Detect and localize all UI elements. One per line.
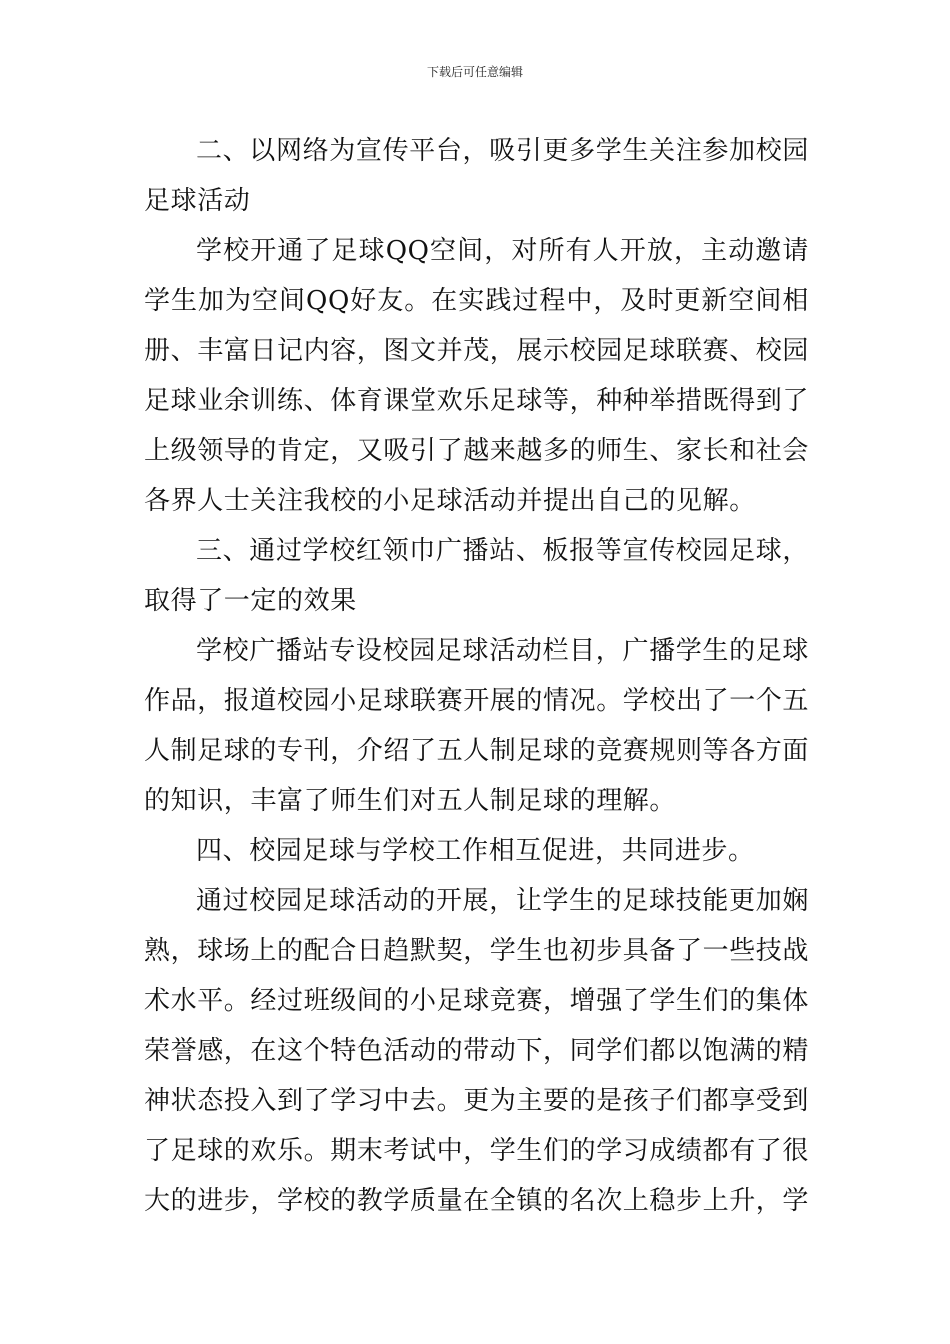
section-heading-2: 二、以网络为宣传平台，吸引更多学生关注参加校园足球活动 — [144, 136, 809, 216]
section-heading-4: 四、校园足球与学校工作相互促进，共同进步。 — [196, 836, 755, 866]
page-header: 下载后可任意编辑 — [426, 65, 523, 79]
body-paragraph: 通过校园足球活动的开展，让学生的足球技能更加娴熟，球场上的配合日趋默契，学生也初步具备了一些技战术水平。经过班级间的小足球竞赛，增强了学生们的集体荣誉感，在这个特色活动的带动下，同学们都以饱满的精神状态投入到了学习中去。更为主要的是孩子们都享受到了足球的欢乐。期末考试中，学生们的学习成绩都有了很大的进步，学校的教学质量在全镇的名次上稳步上升，学 — [144, 886, 810, 1216]
document-body — [144, 126, 809, 1226]
body-paragraph: 学校广播站专设校园足球活动栏目，广播学生的足球作品，报道校园小足球联赛开展的情况。学校出了一个五人制足球的专刊，介绍了五人制足球的竞赛规则等各方面的知识，丰富了师生们对五人制足球的理解。 — [144, 636, 810, 816]
section-heading-3: 三、通过学校红领巾广播站、板报等宣传校园足球，取得了一定的效果 — [144, 536, 809, 616]
body-paragraph: 学校开通了足球QQ空间，对所有人开放，主动邀请学生加为空间QQ好友。在实践过程中，及时更新空间相册、丰富日记内容，图文并茂，展示校园足球联赛、校园足球业余训练、体育课堂欢乐足球等，种种举措既得到了上级领导的肯定，又吸引了越来越多的师生、家长和社会各界人士关注我校的小足球活动并提出自己的见解。 — [144, 236, 810, 516]
